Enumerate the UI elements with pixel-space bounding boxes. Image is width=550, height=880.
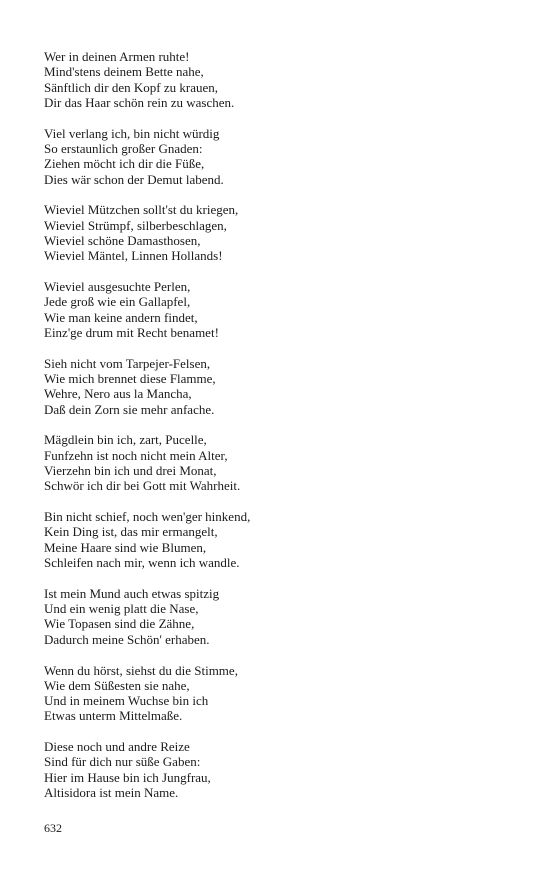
poem-line: Meine Haare sind wie Blumen,	[44, 539, 207, 555]
poem-line: Daß dein Zorn sie mehr anfache.	[44, 401, 215, 417]
stanza	[44, 279, 514, 340]
poem-line: Etwas unterm Mittelmaße.	[44, 708, 183, 724]
poem-line: Wie mich brennet diese Flamme,	[44, 371, 216, 387]
poem-line: Wehre, Nero aus la Mancha,	[44, 386, 192, 402]
stanza	[44, 586, 514, 647]
poem-line: Dir das Haar schön rein zu waschen.	[44, 94, 235, 110]
poem-line: Dadurch meine Schön' erhaben.	[44, 631, 210, 647]
stanza	[44, 356, 514, 417]
poem-line: Wieviel Mäntel, Linnen Hollands!	[44, 248, 223, 264]
poem-line: Und ein wenig platt die Nase,	[44, 601, 199, 617]
poem-line: Hier im Hause bin ich Jungfrau,	[44, 769, 211, 785]
poem-line: Kein Ding ist, das mir ermangelt,	[44, 524, 218, 540]
page-number: 632	[44, 821, 62, 835]
poem-line: Wie dem Süßesten sie nahe,	[44, 677, 190, 693]
poem-line: Wieviel ausgesuchte Perlen,	[44, 279, 191, 295]
poem-line: Bin nicht schief, noch wen'ger hinkend,	[44, 509, 251, 525]
poem-line: Wie man keine andern findet,	[44, 309, 198, 325]
poem-line: Und in meinem Wuchse bin ich	[44, 693, 209, 709]
poem-line: Ist mein Mund auch etwas spitzig	[44, 585, 220, 601]
poem-line: Viel verlang ich, bin nicht würdig	[44, 125, 220, 141]
poem-line: Sieh nicht vom Tarpejer-Felsen,	[44, 355, 211, 371]
poem-line: Jede groß wie ein Gallapfel,	[44, 294, 191, 310]
poem-line: Sind für dich nur süße Gaben:	[44, 754, 201, 770]
poem-line: Vierzehn bin ich und drei Monat,	[44, 463, 217, 479]
poem-line: Wieviel schöne Damasthosen,	[44, 232, 201, 248]
poem	[44, 49, 514, 816]
poem-line: Schleifen nach mir, wenn ich wandle.	[44, 555, 240, 571]
poem-line: Schwör ich dir bei Gott mit Wahrheit.	[44, 478, 241, 494]
stanza	[44, 509, 514, 570]
poem-line: Einz'ge drum mit Recht benamet!	[44, 324, 219, 340]
poem-line: Wie Topasen sind die Zähne,	[44, 616, 195, 632]
poem-line: Wieviel Mützchen sollt'st du kriegen,	[44, 202, 239, 218]
poem-line: So erstaunlich großer Gnaden:	[44, 140, 203, 156]
poem-line: Mägdlein bin ich, zart, Pucelle,	[44, 432, 207, 448]
poem-line: Diese noch und andre Reize	[44, 739, 190, 755]
stanza	[44, 126, 514, 187]
stanza	[44, 432, 514, 493]
stanza	[44, 202, 514, 263]
stanza	[44, 663, 514, 724]
stanza	[44, 739, 514, 800]
poem-line: Altisidora ist mein Name.	[44, 785, 179, 801]
poem-line: Ziehen möcht ich dir die Füße,	[44, 156, 205, 172]
poem-line: Funfzehn ist noch nicht mein Alter,	[44, 447, 228, 463]
poem-line: Wenn du hörst, siehst du die Stimme,	[44, 662, 238, 678]
poem-line: Wer in deinen Armen ruhte!	[44, 49, 190, 64]
poem-line: Dies wär schon der Demut labend.	[44, 171, 224, 187]
poem-line: Sänftlich dir den Kopf zu krauen,	[44, 79, 219, 95]
poem-line: Wieviel Strümpf, silberbeschlagen,	[44, 217, 227, 233]
poem-line: Mind'stens deinem Bette nahe,	[44, 64, 204, 80]
stanza	[44, 49, 514, 110]
